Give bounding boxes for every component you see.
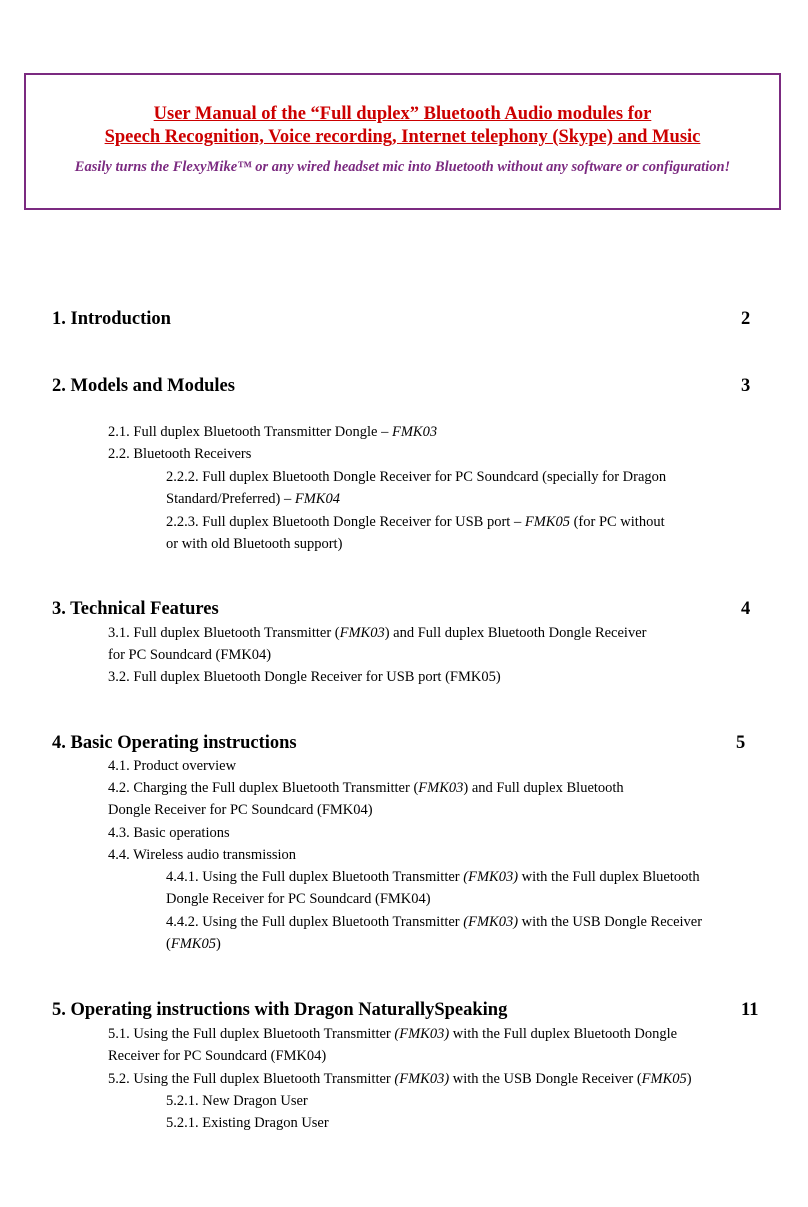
model-code: (FMK03): [394, 1026, 450, 1042]
toc-section-4-page: 5: [736, 733, 746, 753]
model-code: FMK03: [339, 625, 385, 641]
toc-item-3-2: 3.2. Full duplex Bluetooth Dongle Receiver for USB port (FMK05): [108, 669, 501, 685]
toc-item-4-1: 4.1. Product overview: [108, 758, 237, 774]
toc-section-2-page: 3: [741, 376, 751, 396]
toc-item-text: ) and Full duplex Bluetooth Dongle Receiver: [384, 625, 647, 641]
model-code: (FMK03): [463, 869, 519, 885]
toc-item-2-2-3-line1: [166, 514, 665, 531]
toc-item-text: ): [215, 936, 221, 952]
toc-item-text: with the USB Dongle Receiver (: [449, 1071, 642, 1087]
model-code: FMK05: [641, 1071, 687, 1087]
toc-section-5-page: 11: [741, 1000, 759, 1020]
toc-item-text: Standard/Preferred) –: [166, 491, 295, 507]
toc-item-2-2-2-line2: [166, 491, 340, 508]
model-code: FMK03: [391, 424, 438, 440]
toc-section-1-page: 2: [741, 309, 751, 329]
model-code: FMK03: [418, 780, 464, 796]
toc-item-text: 3.1. Full duplex Bluetooth Transmitter (: [108, 625, 340, 641]
toc-item-text: with the Full duplex Bluetooth Dongle: [449, 1026, 678, 1042]
toc-item-4-4-1-line2: Dongle Receiver for PC Soundcard (FMK04): [166, 891, 431, 907]
toc-item-text: (: [166, 936, 171, 952]
toc-item-3-1-line1: [108, 625, 646, 642]
toc-section-5-title: 5. Operating instructions with Dragon NaturallySpeaking: [52, 1000, 508, 1020]
toc-item-2-1: [108, 424, 437, 441]
toc-item-5-2-1-existing: 5.2.1. Existing Dragon User: [166, 1115, 329, 1131]
model-code: FMK05: [170, 936, 216, 952]
toc-item-5-1-line1: [108, 1026, 677, 1043]
toc-item-text: 2.1. Full duplex Bluetooth Transmitter Dongle –: [108, 424, 392, 440]
toc-item-4-3: 4.3. Basic operations: [108, 825, 230, 841]
toc-item-text: ) and Full duplex Bluetooth: [463, 780, 624, 796]
model-code: (FMK03): [394, 1071, 450, 1087]
toc-item-5-2: [108, 1071, 692, 1088]
toc-item-4-2-line2: Dongle Receiver for PC Soundcard (FMK04): [108, 802, 373, 818]
toc-item-text: 5.1. Using the Full duplex Bluetooth Transmitter: [108, 1026, 395, 1042]
toc-item-2-2-2-line1: 2.2.2. Full duplex Bluetooth Dongle Receiver for PC Soundcard (specially for Dragon: [166, 469, 667, 485]
title-line-1: User Manual of the “Full duplex” Bluetooth Audio modules for: [153, 104, 652, 124]
toc-item-text: (for PC without: [569, 514, 665, 530]
toc-item-3-1-line2: for PC Soundcard (FMK04): [108, 647, 272, 663]
toc-item-4-2-line1: [108, 780, 624, 797]
toc-item-2-2: 2.2. Bluetooth Receivers: [108, 446, 252, 462]
model-code: (FMK03): [463, 914, 519, 930]
toc-section-4-title: 4. Basic Operating instructions: [52, 733, 297, 753]
toc-item-4-4: 4.4. Wireless audio transmission: [108, 847, 297, 863]
model-code: FMK04: [294, 491, 340, 507]
toc-item-text: 2.2.3. Full duplex Bluetooth Dongle Receiver for USB port –: [166, 514, 525, 530]
toc-item-5-2-1: 5.2.1. New Dragon User: [166, 1093, 308, 1109]
toc-item-text: with the USB Dongle Receiver: [518, 914, 703, 930]
model-code: FMK05: [524, 514, 570, 530]
toc-section-3-title: 3. Technical Features: [52, 599, 219, 619]
toc-item-5-1-line2: Receiver for PC Soundcard (FMK04): [108, 1048, 327, 1064]
toc-item-text: ): [686, 1071, 692, 1087]
toc-item-text: 4.2. Charging the Full duplex Bluetooth Transmitter (: [108, 780, 419, 796]
toc-item-text: 5.2. Using the Full duplex Bluetooth Transmitter: [108, 1071, 395, 1087]
header-box: [24, 73, 781, 210]
toc-item-text: 4.4.2. Using the Full duplex Bluetooth Transmitter: [166, 914, 464, 930]
subtitle: Easily turns the FlexyMike™ or any wired headset mic into Bluetooth without any software or configuration!: [74, 159, 731, 175]
toc-item-text: 4.4.1. Using the Full duplex Bluetooth Transmitter: [166, 869, 464, 885]
toc-item-4-4-2-line1: [166, 914, 702, 931]
toc-section-1-title: 1. Introduction: [52, 309, 171, 329]
toc-section-2-title: 2. Models and Modules: [52, 376, 235, 396]
title-line-2: Speech Recognition, Voice recording, Internet telephony (Skype) and Music: [104, 127, 701, 147]
toc-item-4-4-1-line1: [166, 869, 700, 886]
toc-item-text: with the Full duplex Bluetooth: [518, 869, 700, 885]
toc-item-4-4-2-line2: [166, 936, 221, 953]
toc-item-2-2-3-line2: or with old Bluetooth support): [166, 536, 343, 552]
toc-section-3-page: 4: [741, 599, 751, 619]
